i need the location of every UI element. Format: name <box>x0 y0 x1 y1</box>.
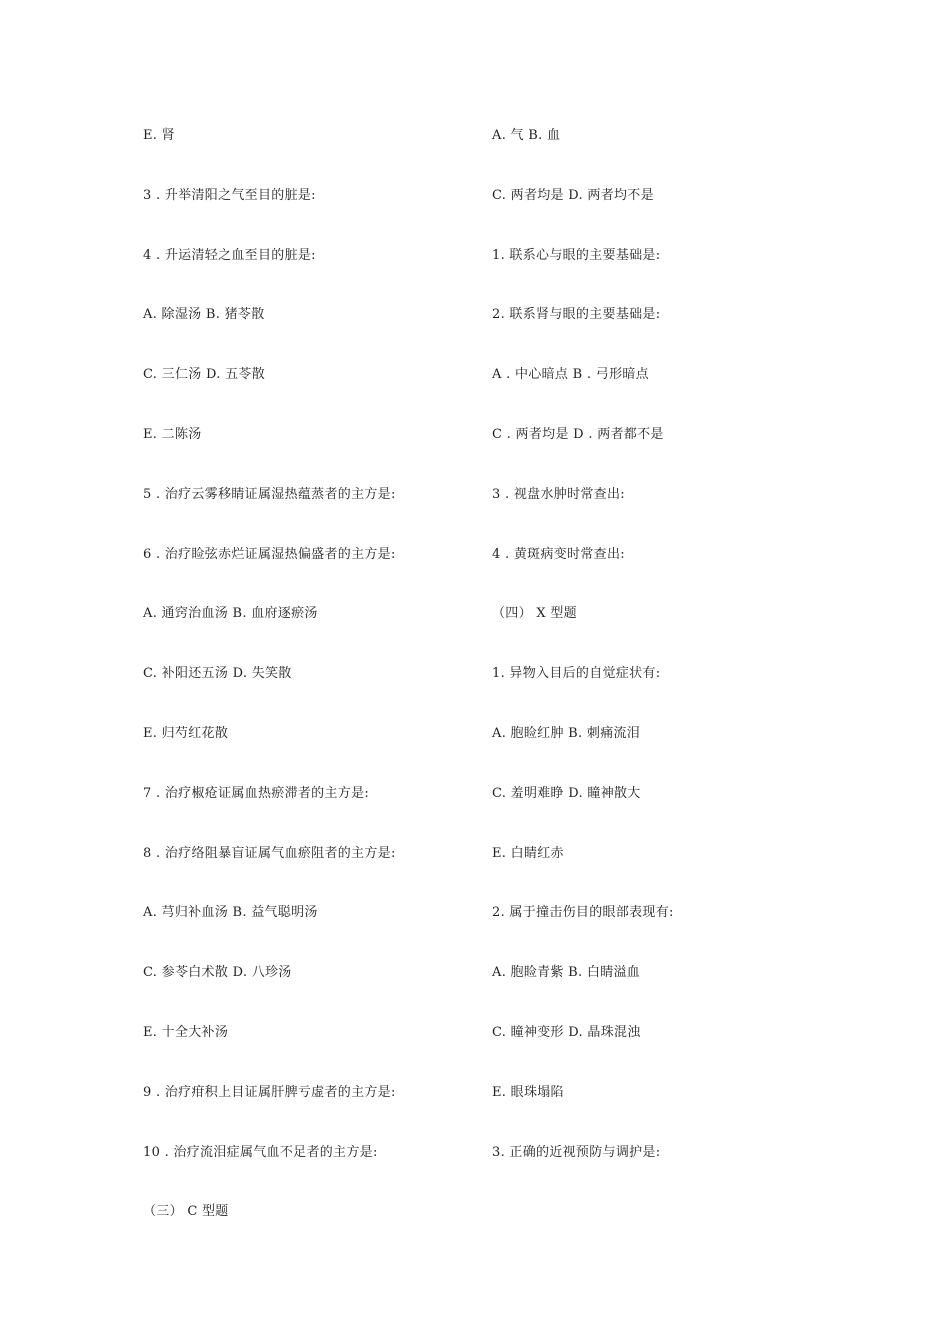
option-line: E. 归芍红花散 <box>143 725 229 741</box>
right-column <box>492 124 822 1200</box>
question-line: 9 . 治疗疳积上目证属肝脾亏虚者的主方是: <box>143 1084 396 1100</box>
section-heading: （四） X 型题 <box>492 606 577 622</box>
option-line: A. 芎归补血汤 B. 益气聪明汤 <box>143 905 318 921</box>
option-line: C. 两者均是 D. 两者均不是 <box>492 187 654 203</box>
question-line: 4 . 升运清轻之血至目的脏是: <box>143 247 316 263</box>
question-line: 4 . 黄斑病变时常查出: <box>492 546 625 562</box>
option-line: E. 十全大补汤 <box>143 1024 229 1040</box>
option-line: C. 羞明难睁 D. 瞳神散大 <box>492 785 641 801</box>
left-column <box>143 124 473 1260</box>
question-line: 7 . 治疗椒疮证属血热瘀滞者的主方是: <box>143 785 370 801</box>
option-line: E. 白睛红赤 <box>492 845 564 861</box>
option-line: A. 除湿汤 B. 猪苓散 <box>143 307 265 323</box>
option-line: A. 通窍治血汤 B. 血府逐瘀汤 <box>143 606 318 622</box>
text-line: E. 肾 <box>143 128 175 143</box>
option-line: A. 胞睑红肿 B. 刺痛流泪 <box>492 725 641 741</box>
question-line: 10 . 治疗流泪症属气血不足者的主方是: <box>143 1144 378 1160</box>
question-line: 3. 正确的近视预防与调护是: <box>492 1144 661 1160</box>
question-line: 1. 联系心与眼的主要基础是: <box>492 247 661 263</box>
option-line: C. 三仁汤 D. 五苓散 <box>143 367 266 383</box>
question-line: 2. 联系肾与眼的主要基础是: <box>492 307 661 323</box>
question-line: 6 . 治疗睑弦赤烂证属湿热偏盛者的主方是: <box>143 546 396 562</box>
option-line: C. 参苓白术散 D. 八珍汤 <box>143 965 292 981</box>
option-line: A. 气 B. 血 <box>492 128 561 143</box>
option-line: C. 瞳神变形 D. 晶珠混浊 <box>492 1024 641 1040</box>
option-line: A. 胞睑青紫 B. 白睛溢血 <box>492 965 641 981</box>
question-line: 2. 属于撞击伤目的眼部表现有: <box>492 905 674 921</box>
question-line: 1. 异物入目后的自觉症状有: <box>492 666 661 682</box>
option-line: A . 中心暗点 B . 弓形暗点 <box>492 367 649 383</box>
option-line: C . 两者均是 D . 两者都不是 <box>492 426 664 442</box>
question-line: 8 . 治疗络阻暴盲证属气血瘀阻者的主方是: <box>143 845 396 861</box>
question-line: 3 . 视盘水肿时常查出: <box>492 486 625 502</box>
option-line: E. 眼珠塌陷 <box>492 1084 564 1100</box>
option-line: E. 二陈汤 <box>143 426 202 442</box>
question-line: 3 . 升举清阳之气至目的脏是: <box>143 187 316 203</box>
option-line: C. 补阳还五汤 D. 失笑散 <box>143 666 292 682</box>
section-heading: （三） C 型题 <box>143 1204 229 1220</box>
question-line: 5 . 治疗云雾移睛证属湿热蕴蒸者的主方是: <box>143 486 396 502</box>
